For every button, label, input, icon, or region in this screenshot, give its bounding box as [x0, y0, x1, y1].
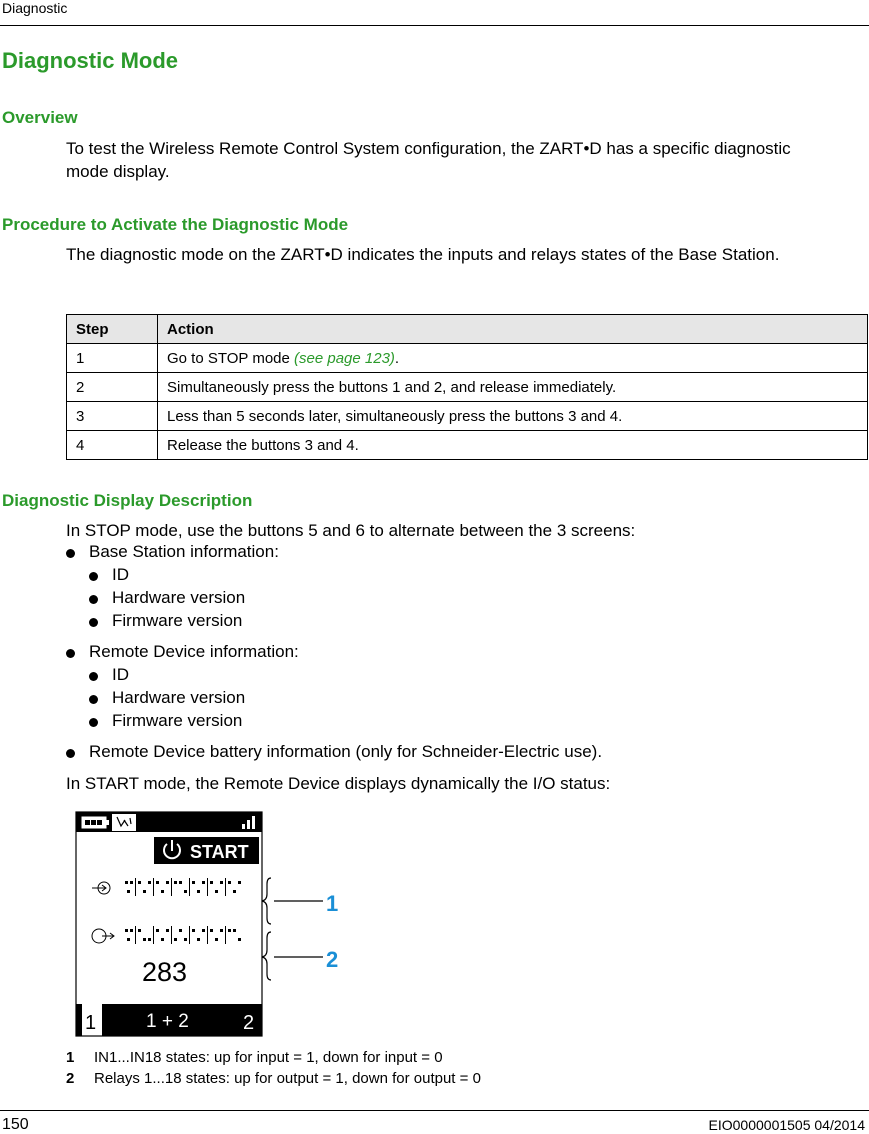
bullet-dot: [66, 549, 75, 558]
table-row: [67, 431, 868, 460]
caption-text-1: IN1...IN18 states: up for input = 1, down for input = 0: [94, 1049, 443, 1066]
list-item-firmware-version: Firmware version: [112, 611, 243, 630]
table-row: [67, 402, 868, 431]
counter-value: 283: [142, 957, 188, 987]
step-number: 3: [67, 402, 158, 431]
bullet-dot: [66, 749, 75, 758]
bullet-dot: [66, 649, 75, 658]
caption-text-2: Relays 1...18 states: up for output = 1, down for output = 0: [94, 1070, 481, 1087]
diagnostic-icon: [112, 814, 136, 831]
caption-number-2: 2: [66, 1070, 75, 1087]
running-header: Diagnostic: [2, 0, 68, 16]
step-number: 4: [67, 431, 158, 460]
list-item-firmware-version: Firmware version: [112, 711, 243, 730]
bullet-dot: [89, 618, 98, 627]
footer-rule: [0, 1110, 869, 1111]
header-rule: [0, 25, 869, 26]
table-row: [67, 344, 868, 373]
start-mode-text: In START mode, the Remote Device displays dynamically the I/O status:: [66, 774, 611, 793]
overview-text-line1: To test the Wireless Remote Control System configuration, the ZART•D has a specific diagnostic: [66, 139, 791, 158]
bullet-dot: [89, 572, 98, 581]
list-item-base-station: Base Station information:: [89, 542, 279, 561]
step-action: Less than 5 seconds later, simultaneously press the buttons 3 and 4.: [158, 402, 868, 431]
page-title: Diagnostic Mode: [2, 48, 179, 73]
bottom-left-label: 1: [85, 1012, 97, 1034]
step-number: 1: [67, 344, 158, 373]
procedure-heading: Procedure to Activate the Diagnostic Mode: [2, 215, 349, 234]
step-action: [158, 344, 868, 373]
step-action: Simultaneously press the buttons 1 and 2, and release immediately.: [158, 373, 868, 402]
list-item-id: ID: [112, 565, 129, 584]
page-number: 150: [2, 1116, 29, 1133]
see-page-link[interactable]: (see page 123): [294, 349, 395, 367]
bottom-right-label: 2: [243, 1012, 255, 1034]
bullet-dot: [89, 695, 98, 704]
bottom-center-label: 1 + 2: [146, 1011, 189, 1032]
caption-number-1: 1: [66, 1049, 75, 1066]
list-item-hardware-version: Hardware version: [112, 588, 246, 607]
procedure-table: [66, 314, 868, 460]
bottom-left-marker: [76, 1004, 82, 1036]
list-item-id: ID: [112, 665, 129, 684]
bullet-dot: [89, 595, 98, 604]
display-intro: In STOP mode, use the buttons 5 and 6 to alternate between the 3 screens:: [66, 521, 636, 540]
bullet-dot: [89, 718, 98, 727]
list-item-hardware-version: Hardware version: [112, 688, 246, 707]
step-action-text: Go to STOP mode: [167, 349, 295, 367]
step-number: 2: [67, 373, 158, 402]
overview-heading: Overview: [2, 108, 78, 127]
callout-number-2: 2: [326, 947, 339, 972]
battery-icon: [82, 817, 109, 828]
document-id: EIO0000001505 04/2014: [708, 1117, 865, 1133]
list-item-battery: Remote Device battery information (only for Schneider-Electric use).: [89, 742, 603, 761]
device-display-figure: [72, 808, 362, 1043]
list-item-remote-device: Remote Device information:: [89, 642, 299, 661]
procedure-text: The diagnostic mode on the ZART•D indicates the inputs and relays states of the Base Station.: [66, 245, 780, 264]
bullet-dot: [89, 672, 98, 681]
table-header-row: [67, 315, 868, 344]
step-action: Release the buttons 3 and 4.: [158, 431, 868, 460]
step-action-suffix: .: [394, 349, 400, 367]
display-heading: Diagnostic Display Description: [2, 491, 253, 510]
overview-text-line2: mode display.: [66, 162, 170, 181]
start-label: START: [190, 842, 249, 862]
table-header-step: Step: [67, 315, 158, 344]
callout-brace-1: [262, 878, 271, 924]
callout-brace-2: [262, 932, 271, 980]
table-row: [67, 373, 868, 402]
callout-number-1: 1: [326, 891, 339, 916]
table-header-action: Action: [158, 315, 868, 344]
